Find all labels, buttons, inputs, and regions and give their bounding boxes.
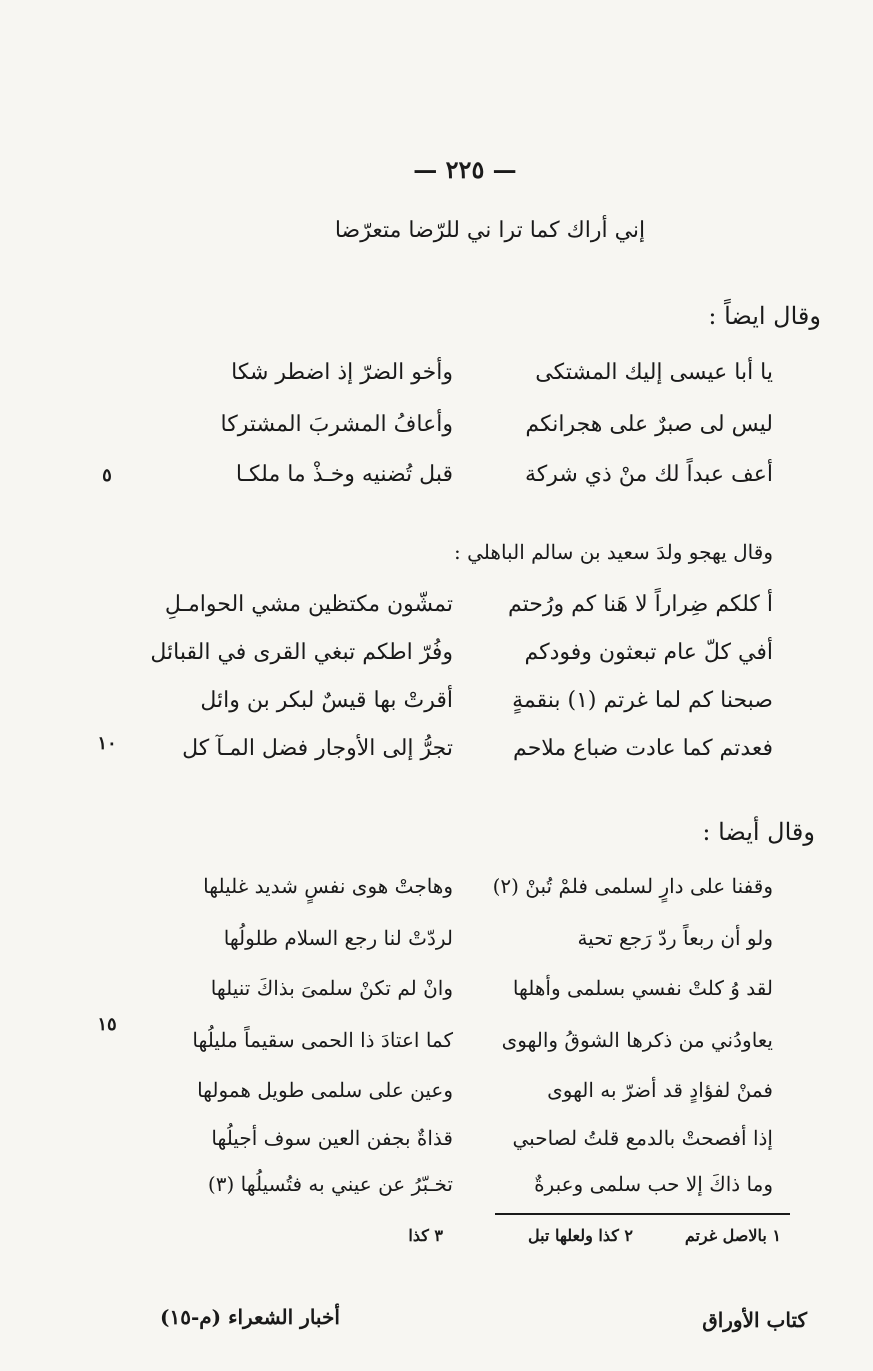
section-heading-1: وقال ايضاً : [708, 302, 821, 330]
verse-hemistich-left: لردّتْ لنا رجع السلام طلولُها [223, 926, 453, 950]
verse-hemistich-left: تجرُّ إلى الأوجار فضل المـآ كل [182, 736, 453, 761]
verse-hemistich-right: وقفنا على دارٍ لسلمى فلمْ تُبنْ (٢) [492, 874, 773, 898]
verse-hemistich-left: وفُرّ اطكم تبغي القرى في القبائل [150, 640, 453, 665]
verse-hemistich-left: قذاةٌ بجفن العين سوف أجيلُها [211, 1126, 453, 1150]
verse-hemistich-left: تخـبّرُ عن عيني به فتُسيلُها (٣) [207, 1172, 453, 1196]
verse-hemistich-left: تمشّون مكتظين مشي الحوامـلِ [164, 592, 453, 617]
verse-hemistich-left: أقرتْ بها قيسٌ لبكر بن وائل [200, 688, 453, 713]
footnote-rule [495, 1213, 790, 1215]
footer-book-title: كتاب الأوراق [702, 1308, 807, 1332]
verse-hemistich-right: أ كلكم ضِراراً لا هَنا كم ورُحتم [507, 592, 773, 617]
verse-hemistich-left: وهاجتْ هوى نفسٍ شديد غليلها [203, 874, 453, 898]
verse-hemistich-left: قبل تُضنيه وخـذْ ما ملكـا [235, 462, 453, 487]
opening-verse: إني أراك كما ترا ني للرّضا متعرّضا [334, 218, 646, 243]
verse-hemistich-right: لقد وُ كلتْ نفسي بسلمى وأهلها [512, 976, 773, 1000]
footnote-1: ١ بالاصل غرتم [684, 1226, 781, 1245]
verse-hemistich-left: وأعافُ المشربَ المشتركا [220, 412, 453, 437]
line-number-15: ١٥ [97, 1014, 117, 1035]
verse-hemistich-right: وما ذاكَ إلا حب سلمى وعبرةٌ [534, 1172, 773, 1196]
verse-hemistich-right: فمنْ لفؤادٍ قد أضرّ به الهوى [547, 1078, 773, 1102]
verse-hemistich-left: وعين على سلمى طويل همولها [197, 1078, 453, 1102]
verse-hemistich-right: صبحنا كم لما غرتم (١) بنقمةٍ [512, 688, 773, 713]
verse-hemistich-left: كما اعتادَ ذا الحمى سقيماً مليلُها [192, 1028, 453, 1052]
verse-hemistich-right: يعاودُني من ذكرها الشوقُ والهوى [501, 1028, 773, 1052]
verse-hemistich-left: وأخو الضرّ إذ اضطر شكا [231, 360, 453, 385]
verse-hemistich-right: يا أبا عيسى إليك المشتكى [535, 360, 773, 385]
verse-hemistich-right: ولو أن ربعاً ردّ رَجع تحية [577, 926, 773, 950]
section-heading-2: وقال يهجو ولدَ سعيد بن سالم الباهلي : [454, 540, 773, 564]
verse-hemistich-right: ليس لى صبرٌ على هجرانكم [525, 412, 773, 437]
verse-hemistich-right: إذا أفصحتْ بالدمع قلتُ لصاحبي [512, 1126, 773, 1150]
section-heading-3: وقال أيضا : [702, 818, 815, 846]
footnote-2: ٢ كذا ولعلها تبل [527, 1226, 633, 1245]
verse-hemistich-right: فعدتم كما عادت ضباع ملاحم [513, 736, 773, 761]
verse-hemistich-right: أفي كلّ عام تبعثون وفودكم [524, 640, 773, 665]
verse-hemistich-right: أعف عبداً لك منْ ذي شركة [524, 462, 773, 487]
line-number-5: ٥ [102, 465, 112, 486]
page-number: — ٢٢٥ — [413, 155, 517, 184]
footer-volume-mark: أخبار الشعراء (م-١٥) [160, 1305, 340, 1329]
line-number-10: ١٠ [97, 733, 117, 754]
verse-hemistich-left: وانْ لم تكنْ سلمىَ بذاكَ تنيلها [210, 976, 453, 1000]
footnote-3: ٣ كذا [408, 1226, 443, 1245]
